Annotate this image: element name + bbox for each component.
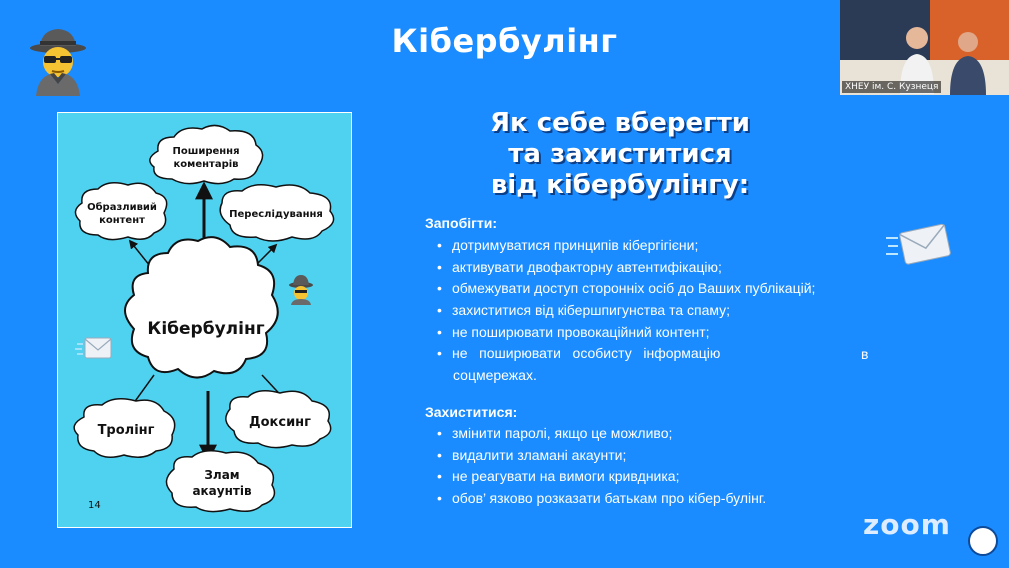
list-item: • захиститися від кібершпигунства та спаму; [437,300,815,322]
node-label-offensive: Образливий [87,202,157,213]
list-item: • змінити паролі, якщо це можливо; [437,423,766,445]
list-item: • обов’ язково розказати батькам про кібер-булінг. [437,488,766,510]
list-item-tail: в [861,346,869,362]
list-item: • активувати двофакторну автентифікацію; [437,257,815,279]
center-node-label: Кібербулінг [147,319,265,339]
page-number: 14 [88,500,101,511]
slide-title: Кібербулінг [391,22,618,60]
node-label-stalking: Переслідування [229,209,323,220]
heading-line: Як себе вберегти [490,108,750,138]
zoom-logo: zoom [863,508,951,541]
list-item: • обмежувати доступ сторонніх осіб до Ваших публікацій; [437,278,815,300]
node-label-trolling: Тролінг [97,423,155,438]
list-item: • не реагувати на вимоги кривдника; [437,466,766,488]
node-label-spread: Поширення [172,146,240,157]
spy-sticker-icon [289,275,313,305]
node-label-hack: акаунтів [192,484,252,498]
center-cloud [125,237,278,377]
node-label-offensive: контент [99,215,145,226]
list-item: • не поширювати провокаційний контент; [437,322,815,344]
node-label-doxing: Доксинг [249,415,311,430]
participant-video[interactable] [840,0,1009,95]
list-item: • видалити зламані акаунти; [437,445,766,467]
prevent-title: Запобігти: [425,215,498,231]
protect-list [437,423,766,510]
heading-line: та захиститися [508,139,732,169]
prevent-list [437,235,815,365]
diagram-canvas [58,113,351,527]
heading-line: від кібербулінгу: [490,170,750,200]
list-item-continuation: соцмережах. [453,367,537,383]
node-label-spread: коментарів [173,159,239,170]
person-silhouette [948,30,988,95]
cyberbullying-diagram [57,112,352,528]
list-item: • дотримуватися принципів кібергігієни; [437,235,815,257]
protect-title: Захиститися: [425,404,518,420]
section-heading [440,108,800,201]
zoom-badge-icon [968,526,998,556]
envelope-icon [75,334,113,362]
node-label-hack: Злам [204,468,240,482]
envelope-icon [886,220,952,268]
list-item: • не поширювати особисту інформацію [437,343,815,365]
video-caption: ХНЕУ ім. С. Кузнеця [842,81,941,93]
